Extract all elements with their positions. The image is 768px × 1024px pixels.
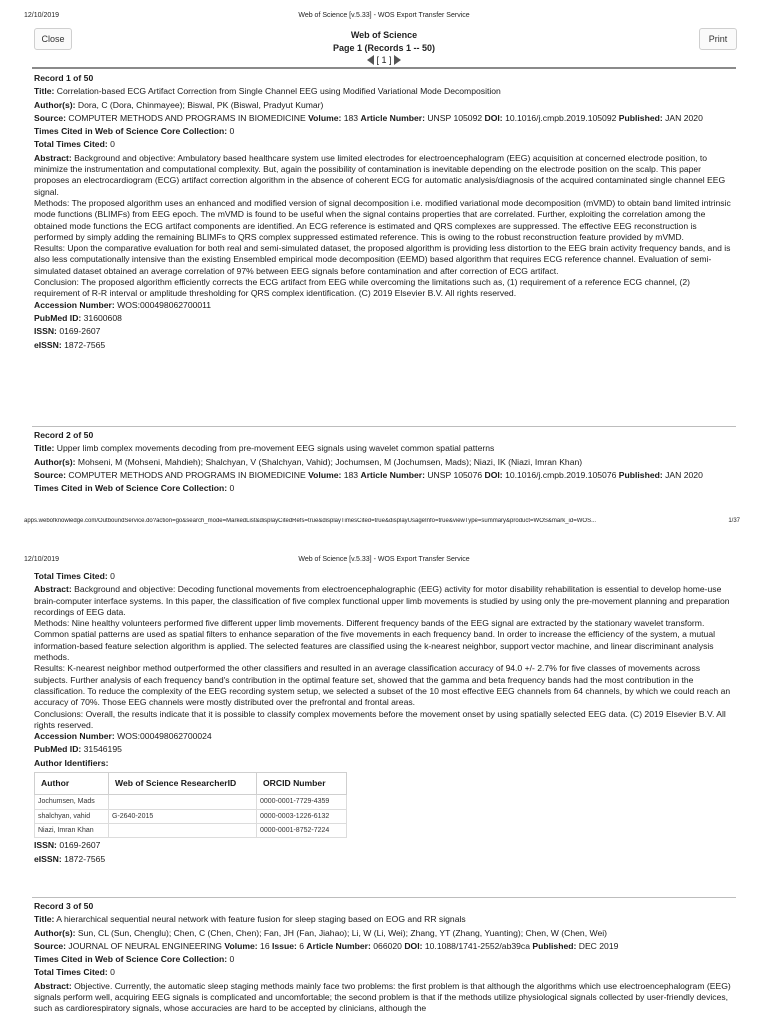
- column-header: Author: [35, 773, 109, 795]
- record-abstract: Abstract: Background and objective: Decoding functional movements from electroencephalographic (EEG) activity for motor disability rehabilitation is essential to develop home-use brain-computer interface systems. In this paper, the classification of five complex functional upper limb movements is studied by using only the pre-movement planning and preparation recordings of EEG data. Methods: Nine healthy volunteers performed five different upper limb movements. Different frequency bands of the EEG signal are extracted by the stationary wavelet transform. Common spatial patterns are used as spatial filters to enhance separation of the five movements in each frequency band. In order to increase the efficiency of the system, a mutual information-based feature selection algorithm is applied. The selected features are classified using the k-nearest neighbor, support vector machine, and linear discriminant analysis methods. Results: K-nearest neighbor method outperformed the other classifiers and resulted in an average classification accuracy of 94.0 +/- 2.7% for five classes of movements across subjects. Further analysis of each frequency band's contribution in the optimal feature set, showed that the gamma and beta frequency bands had the most contribution in the classification. To reduce the complexity of the EEG recording system setup, we selected a subset of the 10 most effective EEG channels from 64 channels, by which we could reach an accuracy of 70%. Those EEG channels were mostly distributed over the prefrontal and frontal areas. Conclusions: Overall, the results indicate that it is possible to classify complex movements before the movement onset by using spatially selected EEG data. (C) 2019 Elsevier B.V. All rights reserved.: [34, 584, 731, 730]
- pager: [0, 55, 768, 67]
- eissn: 1872-7565: [64, 339, 106, 350]
- print-title: Web of Science [v.5.33] - WOS Export Transfer Service: [298, 12, 470, 19]
- record-source: COMPUTER METHODS AND PROGRAMS IN BIOMEDICINE: [68, 112, 306, 123]
- record-abstract: Abstract: Objective. Currently, the automatic sleep staging methods mainly face two problems: the first problem is that although the algorithms which use electroencephalogram (EEG) signals perform well, acquiring EEG signals is complicated and uncomfortable; the second problem is that if the methods utilize physiological signals collected by user-friendly devices, such as cardiorespiratory signals, whose accuracies are hard to be accepted by clinicians, although the: [34, 980, 731, 1014]
- record-abstract: Abstract: Background and objective: Ambulatory based healthcare system use limited electrodes for electroencephalogram (EEG) acquisition at concerned electrode position, to minimize the instrumentation and computational complexity. But, again the possibility of contamination is inevitable depending on the electrode position on the scalp. This paper proposes an electrocardiogram (ECG) artifact correction algorithm in the absence of coherent ECG for automatic analysis/diagnosis of the acquired contaminated single channel EEG signal. Methods: The proposed algorithm uses an enhanced and modified version of signal decomposition i.e. modified variational mode decomposition (mVMD) to obtain band limited intrinsic mode functions (BLIMFs) from EEG epoch. The mVMD is found to be useful when the signal contains properties that are correlated. Further, exploiting the correlation among the obtained mode functions the ECG artifact components are identified. An ECG reference is estimated and QRS complexes are suppressed. The effective EEG reconstruction is performed by simply adding the remaining BLIMFs to QRS complex suppressed estimated reference. This is owing to the robust reconstruction feature provided by mVMD. Results: Upon the comparative evaluation for both real and semi-simulated dataset, the proposed algorithm is providing less distortion to the EEG brain activity frequency bands, and is also less computationally intensive than the existing Ensembled empirical mode decomposition (EEMD) based algorithm that requires ECG reference channel. Evaluation of semi-simulated dataset obtained an average correlation of 97% between EEG signals before contamination and after correction of ECG artifact. Conclusion: The proposed algorithm efficiently corrects the ECG artifact from EEG while overcoming the limitations such as, (1) requirement of a reference ECG channel, (2) requirement of R-R interval or amplitude thresholding for QRS complex identification. (C) 2019 Elsevier B.V. All rights reserved.: [34, 152, 731, 299]
- record-title: Upper limb complex movements decoding from pre-movement EEG signals using wavelet common spatial patterns: [56, 443, 495, 454]
- record-source: COMPUTER METHODS AND PROGRAMS IN BIOMEDICINE: [68, 469, 306, 480]
- column-header: ORCID Number: [257, 773, 347, 795]
- print-header: [0, 12, 768, 24]
- times-cited-core: 0: [229, 483, 235, 494]
- author-identifiers-table: [34, 772, 347, 838]
- author-identifiers-label: Author Identifiers:: [34, 757, 109, 768]
- next-page-icon[interactable]: [394, 55, 401, 65]
- print-date: 12/10/2019: [24, 556, 60, 563]
- page-number-link[interactable]: [ 1 ]: [376, 55, 392, 65]
- table-header-row: [35, 773, 347, 795]
- footer-page-number: 1/37: [728, 518, 740, 524]
- record-divider: [32, 426, 736, 427]
- record-doi: 10.1088/1741-2552/ab39ca: [424, 940, 531, 951]
- close-button[interactable]: Close: [34, 28, 72, 50]
- document-title: Web of Science: [350, 30, 418, 40]
- record-title: Correlation-based ECG Artifact Correction from Single Channel EEG using Modified Variational Mode Decomposition: [56, 86, 501, 97]
- previous-page-icon[interactable]: [367, 55, 374, 65]
- print-title: Web of Science [v.5.33] - WOS Export Transfer Service: [298, 556, 470, 563]
- record-source: JOURNAL OF NEURAL ENGINEERING: [68, 940, 222, 951]
- total-times-cited: 0: [110, 139, 115, 150]
- times-cited-core: 0: [229, 126, 235, 137]
- accession-number: WOS:000498062700011: [117, 299, 212, 310]
- accession-number: WOS:000498062700024: [117, 731, 212, 742]
- print-header-page-2: [0, 556, 768, 568]
- record-3: Record 3 of 50 Title: A hierarchical sequential neural network with feature fusion for sleep staging based on EOG and RR signals Author(s): Sun, CL (Sun, Chenglu); Chen, C (Chen, Chen); Fan, JH (Fan, Jiahao); Li, W (Li, Wei); Zhang, YT (Zhang, Yuanting); Chen, W (Chen, Wei) Source: JOURNAL OF NEURAL ENGINEERING Volume: 16 Issue: 6 Article Number: 066020 DOI: 10.1088/1741-2552/ab39ca Published: DEC 2019 Times Cited in Web of Science Core Collection: 0 Total Times Cited: 0 Abstract: Objective. Currently, the automatic sleep staging methods mainly face two problems: the first problem is that although the algorithms which use electroencephalogram (EEG) signals perform well, acquiring EEG signals is complicated and uncomfortable; the second problem is that if the methods utilize physiological signals collected by user-friendly devices, such as cardiorespiratory signals, whose accuracies are hard to be accepted by clinicians, although the: [34, 901, 734, 1015]
- record-heading: Record 1 of 50: [34, 73, 94, 83]
- pubmed-id: 31600608: [83, 312, 122, 323]
- table-row: shalchyan, vahid G-2640-2015 0000-0003-1226-6132: [35, 809, 347, 823]
- column-header: Web of Science ResearcherID: [109, 773, 257, 795]
- record-doi: 10.1016/j.cmpb.2019.105076: [505, 469, 617, 480]
- table-row: Jochumsen, Mads 0000-0001-7729-4359: [35, 795, 347, 809]
- issn: 0169-2607: [59, 326, 101, 337]
- record-authors: Dora, C (Dora, Chinmayee); Biswal, PK (Biswal, Pradyut Kumar): [77, 99, 324, 110]
- record-authors: Mohseni, M (Mohseni, Mahdieh); Shalchyan, V (Shalchyan, Vahid); Jochumsen, M (Jochumsen, Mads); Niazi, IK (Niazi, Imran Khan): [77, 456, 583, 467]
- pubmed-id: 31546195: [83, 744, 122, 755]
- eissn: 1872-7565: [64, 853, 106, 864]
- record-authors: Sun, CL (Sun, Chenglu); Chen, C (Chen, Chen); Fan, JH (Fan, Jiahao); Li, W (Li, Wei); Zhang, YT (Zhang, Yuanting); Chen, W (Chen, Wei): [77, 927, 607, 938]
- record-2: Record 2 of 50 Title: Upper limb complex movements decoding from pre-movement EEG signals using wavelet common spatial patterns Author(s): Mohseni, M (Mohseni, Mahdieh); Shalchyan, V (Shalchyan, Vahid); Jochumsen, M (Jochumsen, Mads); Niazi, IK (Niazi, Imran Khan) Source: COMPUTER METHODS AND PROGRAMS IN BIOMEDICINE Volume: 183 Article Number: UNSP 105076 DOI: 10.1016/j.cmpb.2019.105076 Published: JAN 2020 Times Cited in Web of Science Core Collection: 0: [34, 430, 703, 494]
- footer-url: apps.webofknowledge.com/OutboundService.do?action=go&search_mode=MarkedList&displayCitedRefs=true&displayTimesCited=true&displayUsageInfo=true&viewType=summary&product=WOS&mark_id=WOS...: [24, 518, 597, 524]
- times-cited-core: 0: [229, 954, 235, 965]
- table-row: Niazi, Imran Khan 0000-0001-8752-7224: [35, 823, 347, 837]
- record-2-continued: Total Times Cited: 0 Abstract: Background and objective: Decoding functional movements from electroencephalographic (EEG) activity for motor disability rehabilitation is essential to develop home-use brain-computer interface systems. In this paper, the classification of five complex functional upper limb movements is studied by using only the pre-movement planning and preparation recordings of EEG data. Methods: Nine healthy volunteers performed five different upper limb movements. Different frequency bands of the EEG signal are extracted by the stationary wavelet transform. Common spatial patterns are used as spatial filters to enhance separation of the five movements in each frequency band. In order to increase the efficiency of the system, a mutual information-based feature selection algorithm is applied. The selected features are classified using the k-nearest neighbor, support vector machine, and linear discriminant analysis methods. Results: K-nearest neighbor method outperformed the other classifiers and resulted in an average classification accuracy of 94.0 +/- 2.7% for five classes of movements across subjects. Further analysis of each frequency band's contribution in the optimal feature set, showed that the gamma and beta frequency bands had the most contribution in the classification. To reduce the complexity of the EEG recording system setup, we selected a subset of the 10 most effective EEG channels from 64 channels, by which we could reach an accuracy of 70%. Those EEG channels were mostly distributed over the prefrontal and frontal areas. Conclusions: Overall, the results indicate that it is possible to classify complex movements before the movement onset by using spatially selected EEG data. (C) 2019 Elsevier B.V. All rights reserved. Accession Number: WOS:000498062700024 PubMed ID: 31546195 Author Identifiers: Author Web of Science ResearcherID ORCID Number Jochumsen, Mads 0000-0001-7729-4359 shalchyan, vahid G-2640-2015 0000-0003-1226-6132 Niazi, Imran Khan 0000-0001-8752-7224 ISSN: 0169-2607 eISSN: 1872-7565: [34, 571, 734, 867]
- page-info: Page 1 (Records 1 -- 50): [332, 43, 436, 53]
- record-doi: 10.1016/j.cmpb.2019.105092: [505, 112, 617, 123]
- record-1: Record 1 of 50 Title: Correlation-based ECG Artifact Correction from Single Channel EEG using Modified Variational Mode Decomposition Author(s): Dora, C (Dora, Chinmayee); Biswal, PK (Biswal, Pradyut Kumar) Source: COMPUTER METHODS AND PROGRAMS IN BIOMEDICINE Volume: 183 Article Number: UNSP 105092 DOI: 10.1016/j.cmpb.2019.105092 Published: JAN 2020 Times Cited in Web of Science Core Collection: 0 Total Times Cited: 0 Abstract: Background and objective: Ambulatory based healthcare system use limited electrodes for electroencephalogram (EEG) acquisition at concerned electrode position, to minimize the instrumentation and computational complexity. But, again the possibility of contamination is inevitable depending on the electrode position on the scalp. This paper proposes an electrocardiogram (ECG) artifact correction algorithm in the absence of coherent ECG for automatic analysis/diagnosis of the acquired contaminated single channel EEG signal. Methods: The proposed algorithm uses an enhanced and modified version of signal decomposition i.e. modified variational mode decomposition (mVMD) to obtain band limited intrinsic mode functions (BLIMFs) from EEG epoch. The mVMD is found to be useful when the signal contains properties that are correlated. Further, exploiting the correlation among the obtained mode functions the ECG artifact components are identified. An ECG reference is estimated and QRS complexes are suppressed. The effective EEG reconstruction is performed by simply adding the remaining BLIMFs to QRS complex suppressed estimated reference. This is owing to the robust reconstruction feature provided by mVMD. Results: Upon the comparative evaluation for both real and semi-simulated dataset, the proposed algorithm is providing less distortion to the EEG brain activity frequency bands, and is also less computationally intensive than the existing Ensembled empirical mode decomposition (EEMD) based algorithm that requires ECG reference channel. Evaluation of semi-simulated dataset obtained an average correlation of 97% between EEG signals before contamination and after correction of ECG artifact. Conclusion: The proposed algorithm efficiently corrects the ECG artifact from EEG while overcoming the limitations such as, (1) requirement of a reference ECG channel, (2) requirement of R-R interval or amplitude thresholding for QRS complex identification. (C) 2019 Elsevier B.V. All rights reserved. Accession Number: WOS:000498062700011 PubMed ID: 31600608 ISSN: 0169-2607 eISSN: 1872-7565: [34, 73, 734, 353]
- issn: 0169-2607: [59, 840, 101, 851]
- record-heading: Record 2 of 50: [34, 430, 94, 440]
- record-divider: [32, 897, 736, 898]
- print-footer: [0, 518, 768, 530]
- print-button[interactable]: Print: [699, 28, 737, 50]
- top-divider: [32, 67, 736, 69]
- print-date: 12/10/2019: [24, 12, 60, 19]
- record-heading: Record 3 of 50: [34, 901, 94, 911]
- total-times-cited: 0: [110, 571, 115, 581]
- total-times-cited: 0: [110, 967, 115, 978]
- record-title: A hierarchical sequential neural network with feature fusion for sleep staging based on EOG and RR signals: [56, 914, 466, 925]
